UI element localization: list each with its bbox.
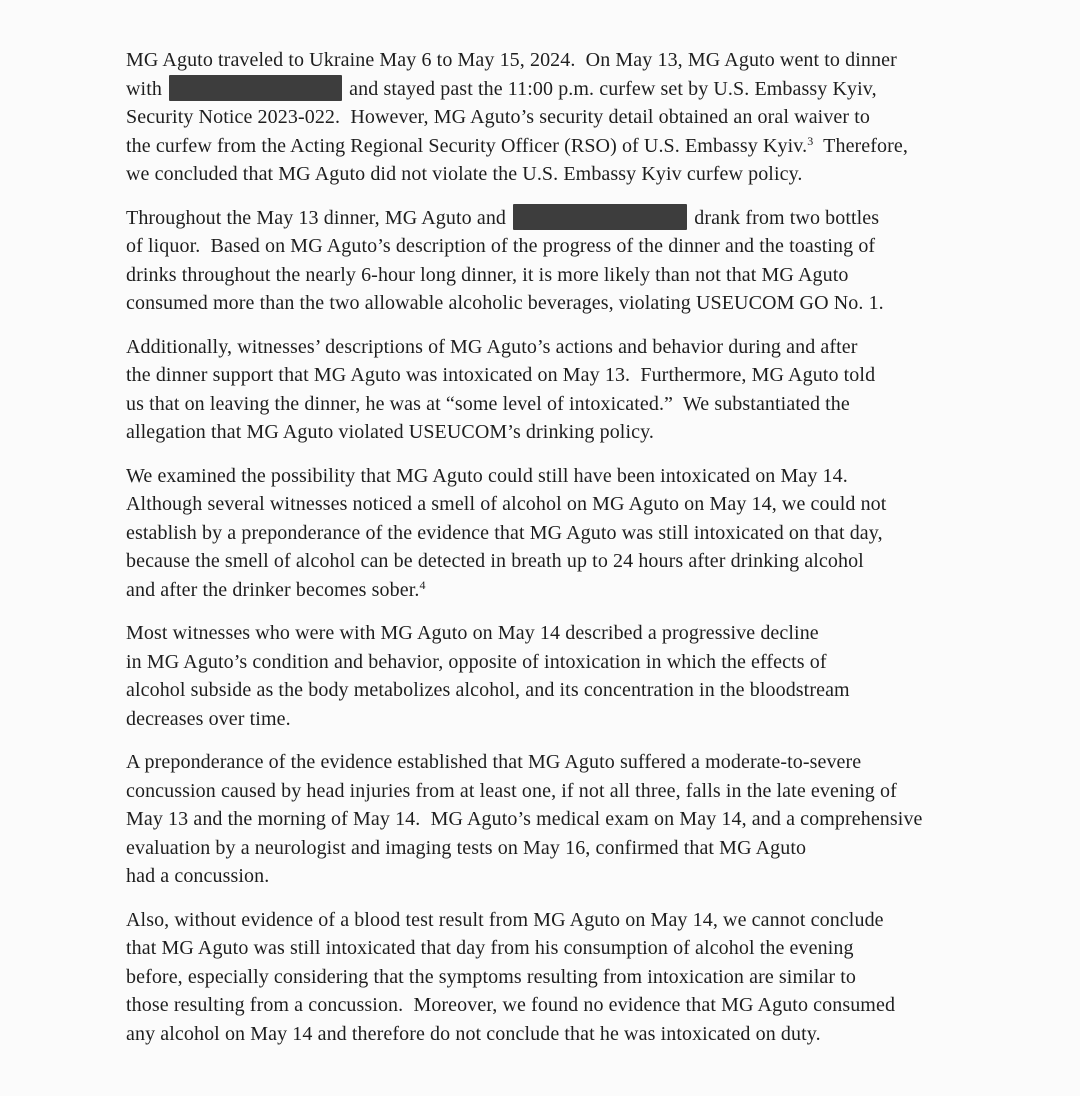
footnote-marker: 4	[419, 577, 426, 592]
document-line	[126, 261, 960, 290]
document-line	[126, 103, 960, 132]
document-line	[126, 834, 960, 863]
text-run: the curfew from the Acting Regional Security Officer (RSO) of U.S. Embassy Kyiv.	[126, 134, 808, 157]
document-line	[126, 418, 960, 447]
text-run: establish by a preponderance of the evidence that MG Aguto was still intoxicated on that day,	[126, 521, 883, 544]
text-run: concussion caused by head injuries from at least one, if not all three, falls in the late evening of	[126, 779, 897, 802]
document-line	[126, 462, 960, 491]
document-line	[126, 1020, 960, 1049]
paragraph	[126, 46, 960, 189]
text-run: we concluded that MG Aguto did not violate the U.S. Embassy Kyiv curfew policy.	[126, 163, 803, 185]
document-line	[126, 160, 960, 189]
text-run: Throughout the May 13 dinner, MG Aguto and	[126, 206, 512, 229]
text-run: evaluation by a neurologist and imaging tests on May 16, confirmed that MG Aguto	[126, 836, 807, 859]
redaction-box	[169, 75, 342, 101]
text-run: Although several witnesses noticed a smell of alcohol on MG Aguto on May 14, we could not	[126, 493, 887, 515]
document-line	[126, 132, 960, 161]
text-run: with	[126, 77, 168, 100]
paragraph	[126, 748, 960, 891]
document-line	[126, 648, 960, 677]
text-run: because the smell of alcohol can be detected in breath up to 24 hours after drinking alcohol	[126, 550, 864, 572]
document-line	[126, 490, 960, 519]
document-line	[126, 934, 960, 963]
text-run: May 13 and the morning of May 14. MG Aguto’s medical exam on May 14, and a comprehensive	[126, 808, 923, 830]
text-run: We examined the possibility that MG Aguto could still have been intoxicated on May 14.	[126, 464, 848, 487]
text-run: alcohol subside as the body metabolizes alcohol, and its concentration in the bloodstream	[126, 679, 850, 701]
document-line	[126, 777, 960, 806]
document-line	[126, 676, 960, 705]
document-line	[126, 619, 960, 648]
text-run: drinks throughout the nearly 6-hour long dinner, it is more likely than not that MG Aguto	[126, 263, 849, 286]
document-line	[126, 289, 960, 318]
document-line	[126, 862, 960, 891]
document-line	[126, 576, 960, 605]
text-run: any alcohol on May 14 and therefore do not conclude that he was intoxicated on duty.	[126, 1022, 821, 1045]
footnote-marker: 3	[807, 133, 814, 148]
text-run: Additionally, witnesses’ descriptions of MG Aguto’s actions and behavior during and after	[126, 335, 858, 358]
document-line	[126, 333, 960, 362]
paragraph	[126, 619, 960, 733]
text-run: Therefore,	[813, 134, 908, 157]
document-line	[126, 748, 960, 777]
text-run: that MG Aguto was still intoxicated that day from his consumption of alcohol the evening	[126, 937, 854, 959]
document-line	[126, 991, 960, 1020]
document-line	[126, 361, 960, 390]
text-run: the dinner support that MG Aguto was intoxicated on May 13. Furthermore, MG Aguto told	[126, 364, 876, 386]
text-run: had a concussion.	[126, 865, 270, 887]
text-run: of liquor. Based on MG Aguto’s description of the progress of the dinner and the toasting of	[126, 235, 876, 257]
document-line	[126, 46, 960, 75]
document-line	[126, 232, 960, 261]
text-run: decreases over time.	[126, 707, 291, 730]
redaction-box	[513, 204, 687, 230]
text-run: Security Notice 2023-022. However, MG Aguto’s security detail obtained an oral waiver to	[126, 106, 871, 128]
text-run: us that on leaving the dinner, he was at “some level of intoxicated.” We substantiated the	[126, 392, 850, 415]
text-run: allegation that MG Aguto violated USEUCOM’s drinking policy.	[126, 421, 654, 443]
text-run: Most witnesses who were with MG Aguto on May 14 described a progressive decline	[126, 622, 819, 644]
text-run: in MG Aguto’s condition and behavior, opposite of intoxication in which the effects of	[126, 650, 827, 673]
paragraph	[126, 462, 960, 605]
text-run: A preponderance of the evidence established that MG Aguto suffered a moderate-to-severe	[126, 751, 862, 773]
document-line	[126, 705, 960, 734]
document-line	[126, 390, 960, 419]
text-run: and after the drinker becomes sober.	[126, 578, 420, 601]
document-line	[126, 204, 960, 233]
text-run: those resulting from a concussion. Moreover, we found no evidence that MG Aguto consumed	[126, 994, 896, 1016]
paragraph	[126, 906, 960, 1049]
text-run: consumed more than the two allowable alcoholic beverages, violating USEUCOM GO No. 1.	[126, 292, 884, 314]
document-line	[126, 963, 960, 992]
text-run: Also, without evidence of a blood test result from MG Aguto on May 14, we cannot conclude	[126, 908, 884, 931]
paragraph	[126, 333, 960, 447]
text-run: and stayed past the 11:00 p.m. curfew set by U.S. Embassy Kyiv,	[344, 77, 877, 100]
text-run: MG Aguto traveled to Ukraine May 6 to May 15, 2024. On May 13, MG Aguto went to dinner	[126, 49, 897, 71]
paragraph	[126, 204, 960, 318]
document-line	[126, 547, 960, 576]
document-line	[126, 805, 960, 834]
document-line	[126, 75, 960, 104]
document-line	[126, 906, 960, 935]
document-line	[126, 519, 960, 548]
text-run: before, especially considering that the symptoms resulting from intoxication are similar to	[126, 965, 857, 988]
text-run: drank from two bottles	[689, 206, 880, 229]
